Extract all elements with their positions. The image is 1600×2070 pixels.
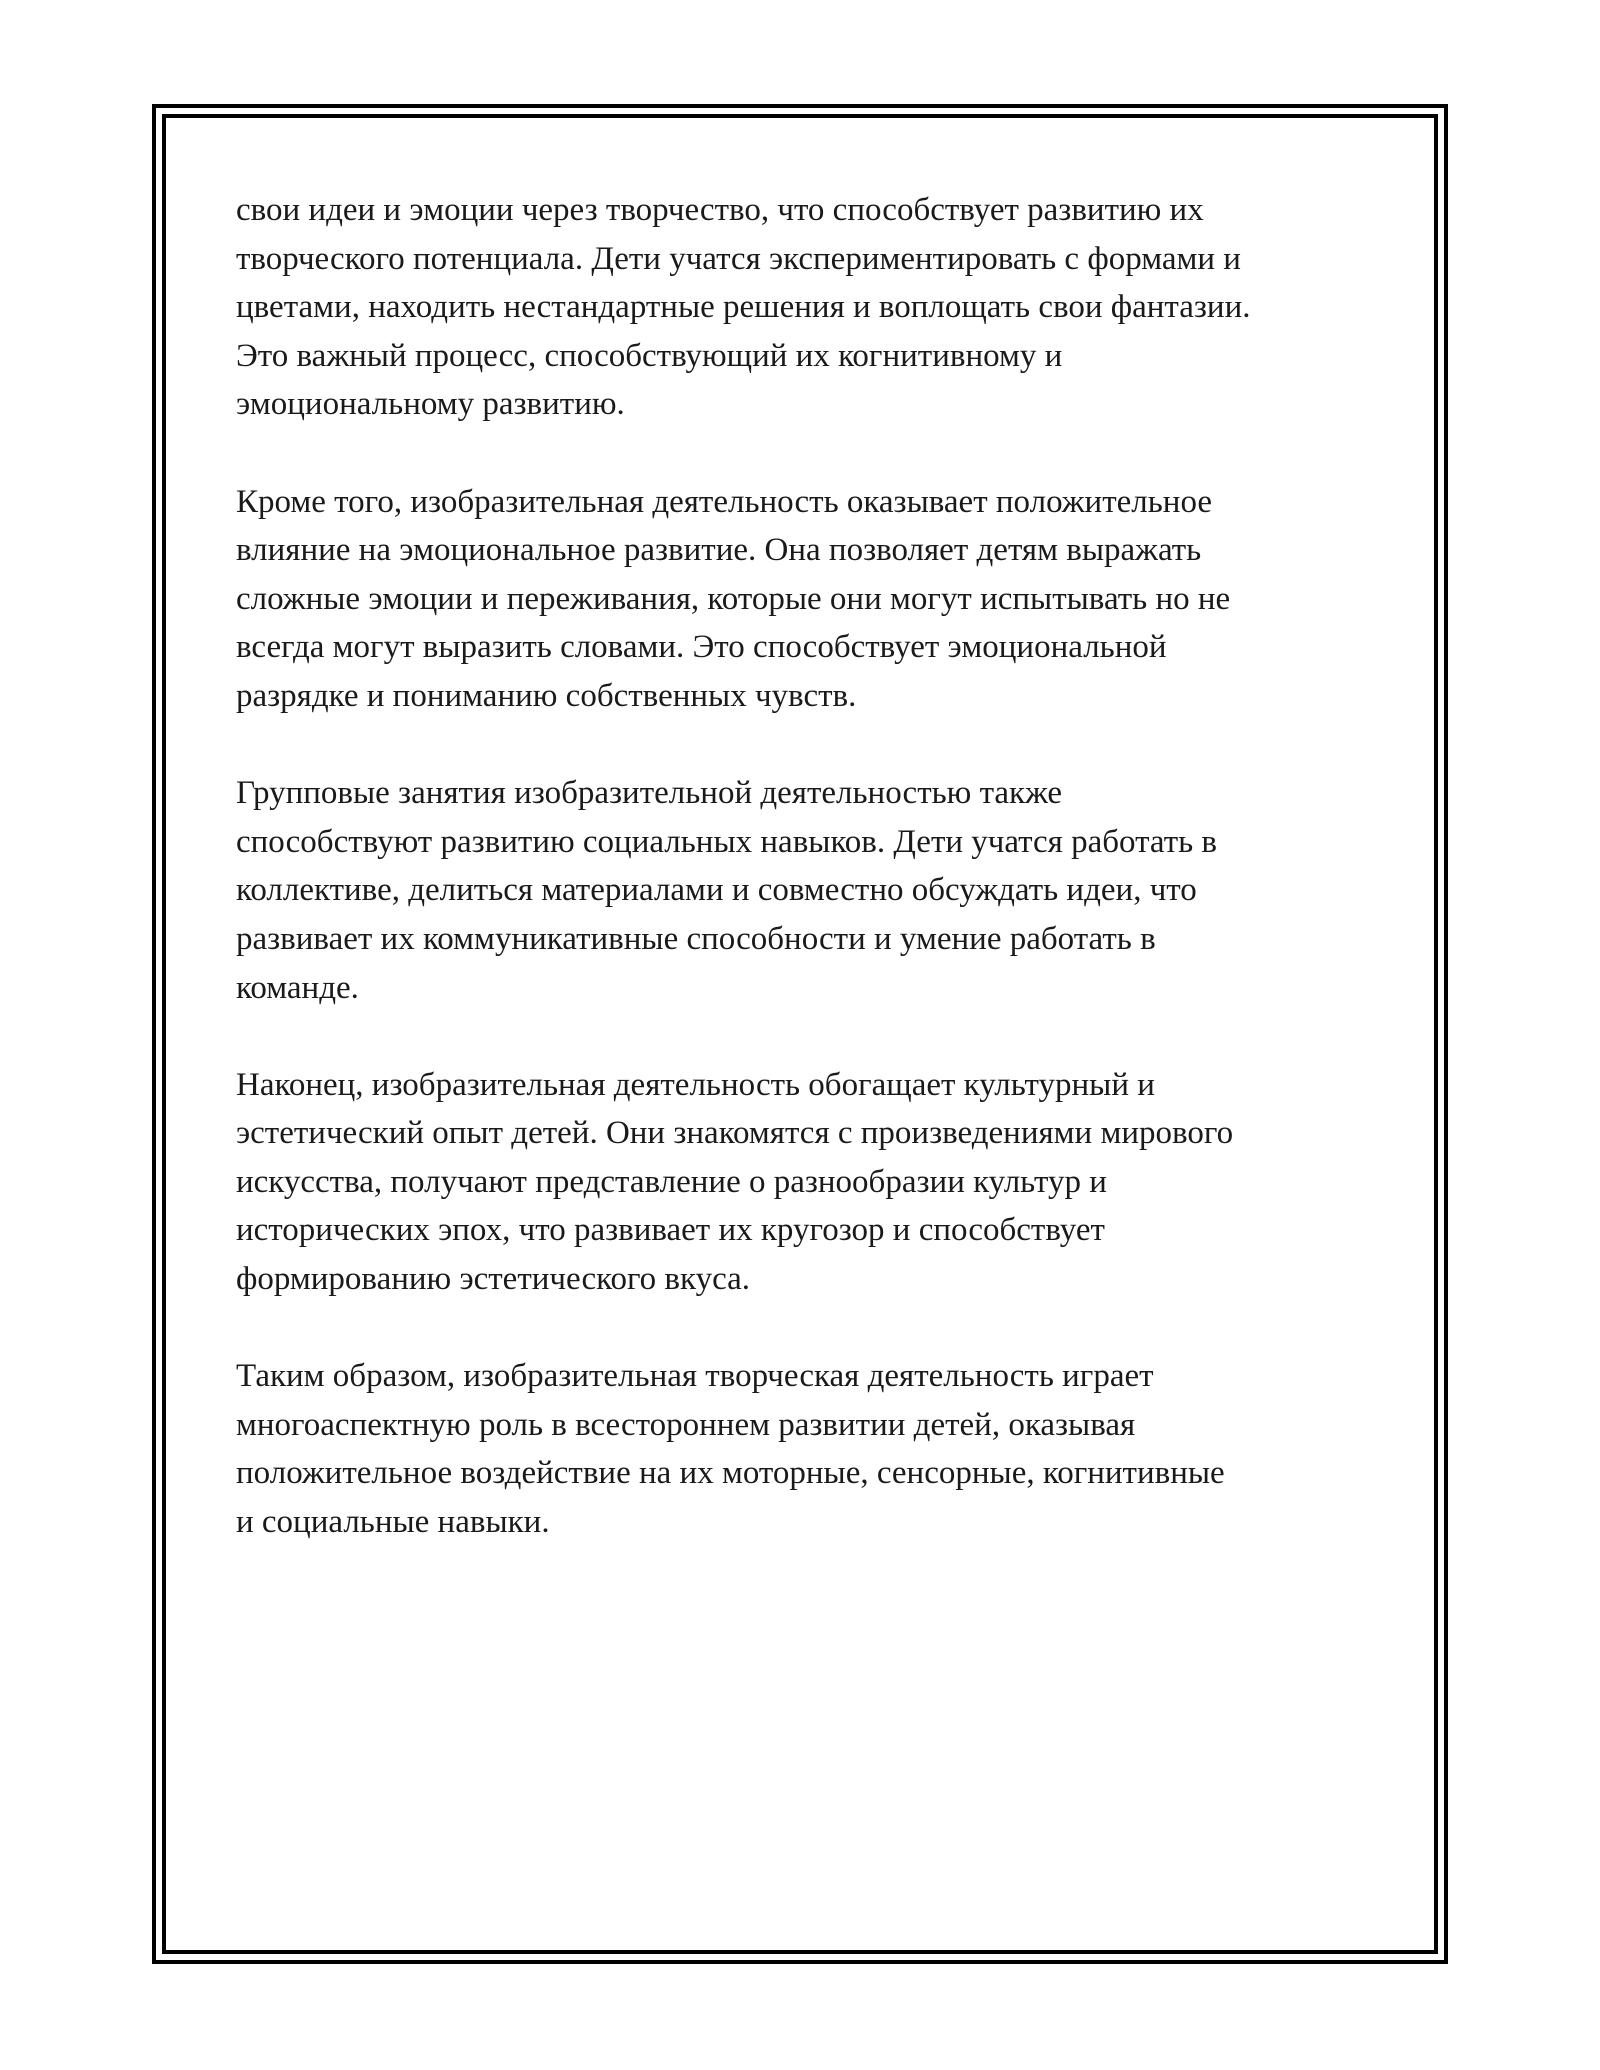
document-body [236, 186, 1386, 1595]
text-line: развивает их коммуникативные способности и умение работать в [236, 920, 1156, 957]
text-line: Таким образом, изобразительная творческая деятельность играет [236, 1358, 1154, 1395]
text-line: свои идеи и эмоции через творчество, что способствует развитию их [236, 192, 1204, 228]
text-line: разрядке и пониманию собственных чувств. [236, 677, 857, 714]
text-line: исторических эпох, что развивает их кругозор и способствует [236, 1212, 1105, 1249]
text-line: положительное воздействие на их моторные, сенсорные, когнитивные [236, 1455, 1225, 1492]
text-line: всегда могут выразить словами. Это способствует эмоциональной [236, 629, 1167, 666]
text-line: искусства, получают представление о разнообразии культур и [236, 1163, 1107, 1200]
text-line: Наконец, изобразительная деятельность обогащает культурный и [236, 1066, 1155, 1103]
text-line: эмоциональному развитию. [236, 386, 625, 423]
text-line: эстетический опыт детей. Они знакомятся с произведениями мирового [236, 1115, 1234, 1152]
paragraph-2 [236, 478, 1386, 721]
paragraph-1 [236, 186, 1386, 429]
text-line: коллективе, делиться материалами и совместно обсуждать идеи, что [236, 872, 1197, 909]
text-line: Кроме того, изобразительная деятельность оказывает положительное [236, 483, 1212, 520]
text-line: Это важный процесс, способствующий их когнитивному и [236, 337, 1063, 374]
text-line: и социальные навыки. [236, 1504, 550, 1541]
text-line: сложные эмоции и переживания, которые они могут испытывать но не [236, 580, 1231, 617]
text-line: Групповые занятия изобразительной деятельностью также [236, 775, 1063, 812]
text-line: формированию эстетического вкуса. [236, 1261, 751, 1298]
paragraph-5 [236, 1352, 1386, 1546]
text-line: влияние на эмоциональное развитие. Она позволяет детям выражать [236, 532, 1202, 569]
text-line: творческого потенциала. Дети учатся экспериментировать с формами и [236, 240, 1241, 277]
paragraph-4 [236, 1061, 1386, 1304]
text-line: цветами, находить нестандартные решения и воплощать свои фантазии. [236, 289, 1251, 326]
paragraph-3 [236, 769, 1386, 1012]
text-line: способствуют развитию социальных навыков. Дети учатся работать в [236, 823, 1217, 860]
text-line: команде. [236, 969, 359, 1006]
text-line: многоаспектную роль в всестороннем развитии детей, оказывая [236, 1406, 1136, 1443]
